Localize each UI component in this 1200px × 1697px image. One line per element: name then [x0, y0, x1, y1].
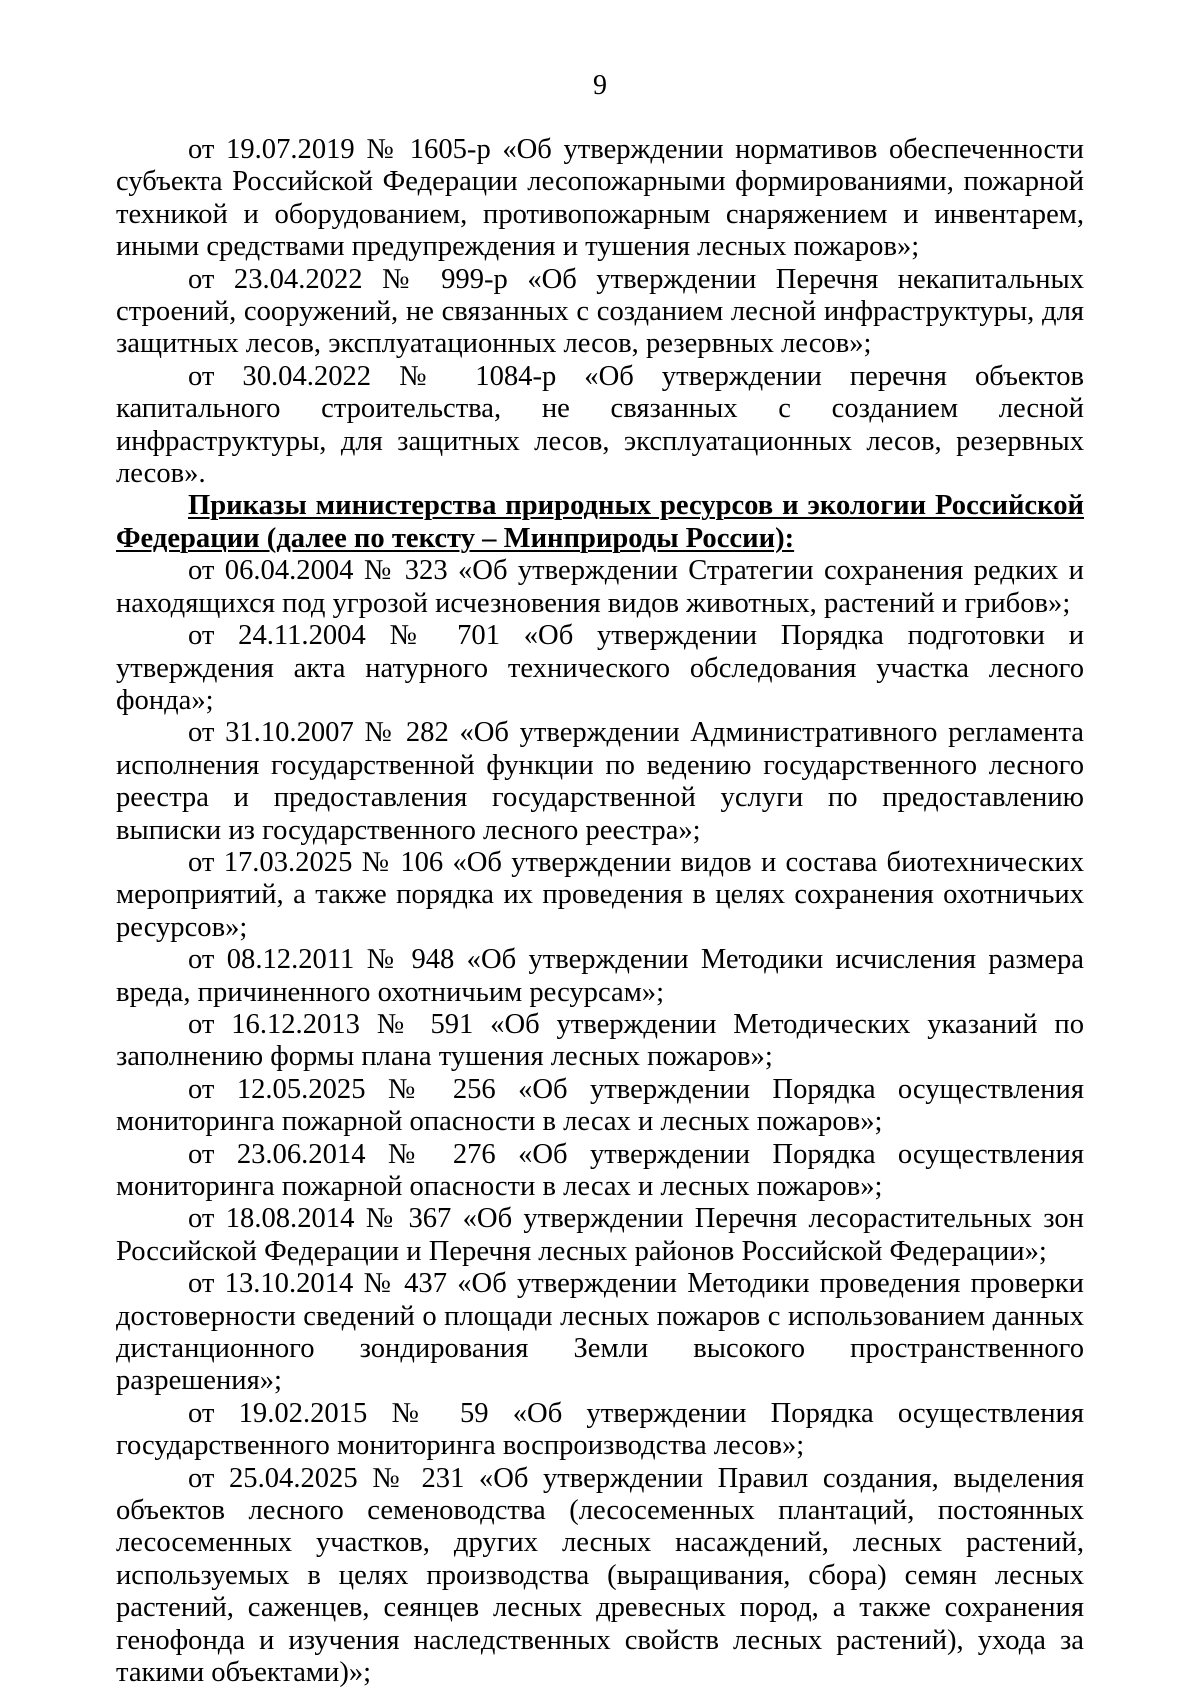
order-item-437: от 13.10.2014 № 437 «Об утверждении Методики проведения проверки достоверности сведений о площади лесных пожаров с использованием данных дистанционного зондирования Земли высокого пространственного разрешения»; — [116, 1268, 1084, 1397]
order-item-1084-r: от 30.04.2022 № 1084-р «Об утверждении перечня объектов капитального строительства, не связанных с созданием лесной инфраструктуры, для защитных лесов, эксплуатационных лесов, резервных лесов». — [116, 360, 1084, 490]
order-item-276: от 23.06.2014 № 276 «Об утверждении Порядка осуществления мониторинга пожарной опасности в лесах и лесных пожаров»; — [116, 1138, 1084, 1202]
section-heading-minprirody: Приказы министерства природных ресурсов и экологии Российской Федерации (далее по тексту – Минприроды России): — [116, 490, 1084, 554]
order-item-323: от 06.04.2004 № 323 «Об утверждении Стратегии сохранения редких и находящихся под угрозой исчезновения видов животных, растений и грибов»; — [116, 555, 1084, 619]
order-item-282: от 31.10.2007 № 282 «Об утверждении Административного регламента исполнения государственной функции по ведению государственного лесного реестра и предоставления государственной услуги по предоставлению выписки из государственного лесного реестра»; — [116, 717, 1084, 846]
page-number: 9 — [593, 70, 607, 101]
order-item-59: от 19.02.2015 № 59 «Об утверждении Порядка осуществления государственного мониторинга воспроизводства лесов»; — [116, 1397, 1084, 1462]
order-item-591: от 16.12.2013 № 591 «Об утверждении Методических указаний по заполнению формы плана тушения лесных пожаров»; — [116, 1008, 1084, 1073]
order-item-256: от 12.05.2025 № 256 «Об утверждении Порядка осуществления мониторинга пожарной опасности в лесах и лесных пожаров»; — [116, 1073, 1084, 1138]
order-item-231: от 25.04.2025 № 231 «Об утверждении Правил создания, выделения объектов лесного семеноводства (лесосеменных плантаций, постоянных лесосеменных участков, других лесных насаждений, лесных растений, используемых в целях производства (выращивания, сбора) семян лесных растений, саженцев, сеянцев лесных древесных пород, а также сохранения генофонда и изучения наследственных свойств лесных растений), ухода за такими объектами)»; — [116, 1462, 1084, 1689]
order-item-701: от 24.11.2004 № 701 «Об утверждении Порядка подготовки и утверждения акта натурного технического обследования участка лесного фонда»; — [116, 620, 1084, 716]
order-item-999-r: от 23.04.2022 № 999-р «Об утверждении Перечня некапитальных строений, сооружений, не связанных с созданием лесной инфраструктуры, для защитных лесов, эксплуатационных лесов, резервных лесов»; — [116, 263, 1084, 360]
order-item-106: от 17.03.2025 № 106 «Об утверждении видов и состава биотехнических мероприятий, а также порядка их проведения в целях сохранения охотничьих ресурсов»; — [116, 846, 1084, 943]
document-body — [116, 134, 1084, 1690]
order-item-367: от 18.08.2014 № 367 «Об утверждении Перечня лесорастительных зон Российской Федерации и Перечня лесных районов Российской Федерации»; — [116, 1203, 1084, 1267]
order-item-1605-r: от 19.07.2019 № 1605-р «Об утверждении нормативов обеспеченности субъекта Российской Федерации лесопожарными формированиями, пожарной техникой и оборудованием, противопожарным снаряжением и инвентарем, иными средствами предупреждения и тушения лесных пожаров»; — [116, 134, 1084, 263]
order-item-948: от 08.12.2011 № 948 «Об утверждении Методики исчисления размера вреда, причиненного охотничьим ресурсам»; — [116, 944, 1084, 1008]
